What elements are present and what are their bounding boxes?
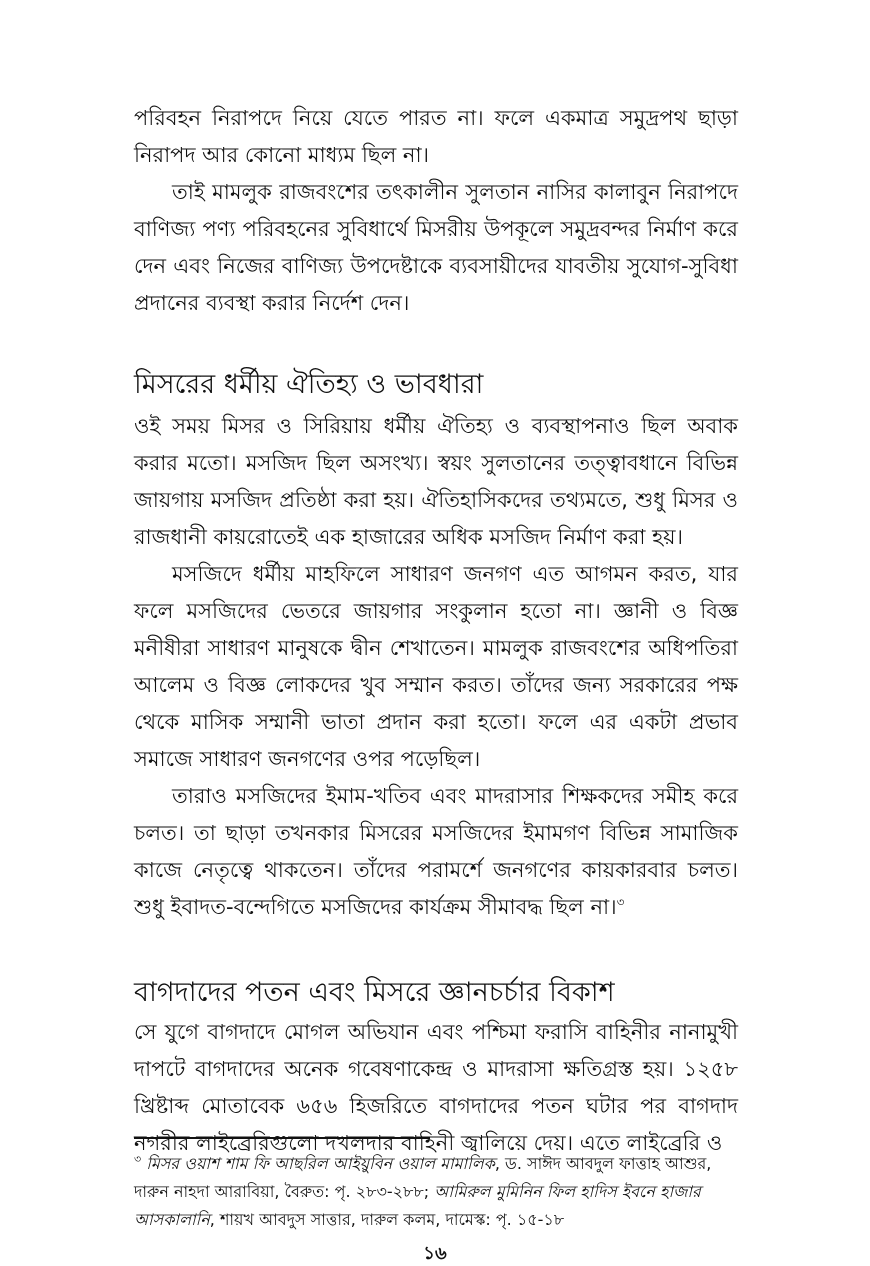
footnote-citation-1: , ড. সাঈদ আবদুল ফাত্তাহ আশুর, দারুন নাহদা আরাবিয়া, বৈরুত: পৃ. ২৮৩-২৮৮; — [134, 1154, 712, 1201]
footnote-citation-2: , শায়খ আবদুস সাত্তার, দারুল কলম, দামেস্ক: পৃ. ১৫-১৮ — [209, 1210, 565, 1229]
footnote-reference[interactable]: ৩ — [616, 895, 625, 909]
footnote-divider — [134, 1137, 430, 1139]
paragraph-sultan-port: তাই মামলুক রাজবংশের তৎকালীন সুলতান নাসির কালাবুন নিরাপদে বাণিজ্য পণ্য পরিবহনের সুবিধার্থে মিসরীয় উপকূলে সমুদ্রবন্দর নির্মাণ করে দেন এবং নিজের বাণিজ্য উপদেষ্টাকে ব্যবসায়ীদের যাবতীয় সুযোগ-সুবিধা প্রদানের ব্যবস্থা করার নির্দেশ দেন। — [134, 180, 738, 315]
footnote-book-title-2: আমিরুল মুমিনিন ফিল হাদিস ইবনে হাজার আসকালানি — [134, 1182, 701, 1229]
paragraph-baghdad-fall: সে যুগে বাগদাদে মোগল অভিযান এবং পশ্চিমা ফরাসি বাহিনীর নানামুখী দাপটে বাগদাদের অনেক গবেষণাকেন্দ্র ও মাদরাসা ক্ষতিগ্রস্ত হয়। ১২৫৮ খ্রিষ্টাব্দ মোতাবেক ৬৫৬ হিজরিতে বাগদাদের পতন ঘটার পর বাগদাদ নগরীর লাইব্রেরিগুলো দখলদার বাহিনী জ্বালিয়ে দেয়। এতে লাইব্রেরি ও — [134, 1020, 738, 1155]
paragraph-imams-role — [134, 778, 738, 926]
section-heading-religious-heritage: মিসরের ধর্মীয় ঐতিহ্য ও ভাবধারা — [134, 369, 484, 400]
section-heading-fall-of-baghdad: বাগদাদের পতন এবং মিসরে জ্ঞানচর্চার বিকাশ — [134, 977, 615, 1008]
paragraph-continued: পরিবহন নিরাপদে নিয়ে যেতে পারত না। ফলে একমাত্র সমুদ্রপথ ছাড়া নিরাপদ আর কোনো মাধ্যম ছিল না। — [134, 106, 738, 167]
paragraph-imams-role-text: তারাও মসজিদের ইমাম-খতিব এবং মাদরাসার শিক্ষকদের সমীহ করে চলত। তা ছাড়া তখনকার মিসরের মসজিদের ইমামগণ বিভিন্ন সামাজিক কাজে নেতৃত্বে থাকতেন। তাঁদের পরামর্শে জনগণের কায়কারবার চলত। শুধু ইবাদত-বন্দেগিতে মসজিদের কার্যক্রম সীমাবদ্ধ ছিল না। — [134, 784, 738, 919]
footnote — [134, 1150, 738, 1234]
page-body — [134, 100, 738, 1162]
paragraph-mosques-count: ওই সময় মিসর ও সিরিয়ায় ধর্মীয় ঐতিহ্য ও ব্যবস্থাপনাও ছিল অবাক করার মতো। মসজিদ ছিল অসংখ্য। স্বয়ং সুলতানের তত্ত্বাবধানে বিভিন্ন জায়গায় মসজিদ প্রতিষ্ঠা করা হয়। ঐতিহাসিকদের তথ্যমতে, শুধু মিসর ও রাজধানী কায়রোতেই এক হাজারের অধিক মসজিদ নির্মাণ করা হয়। — [134, 414, 738, 549]
footnote-marker: ৩ — [134, 1152, 142, 1166]
page-number: ১৬ — [423, 1243, 447, 1264]
footnote-book-title-1: মিসর ওয়াশ শাম ফি আছরিল আইয়ুবিন ওয়াল মামালিক — [146, 1154, 495, 1173]
paragraph-religious-gatherings: মসজিদে ধর্মীয় মাহফিলে সাধারণ জনগণ এত আগমন করত, যার ফলে মসজিদের ভেতরে জায়গার সংকুলান হতো না। জ্ঞানী ও বিজ্ঞ মনীষীরা সাধারণ মানুষকে দ্বীন শেখাতেন। মামলুক রাজবংশের অধিপতিরা আলেম ও বিজ্ঞ লোকদের খুব সম্মান করত। তাঁদের জন্য সরকারের পক্ষ থেকে মাসিক সম্মানী ভাতা প্রদান করা হতো। ফলে এর একটা প্রভাব সমাজে সাধারণ জনগণের ওপর পড়েছিল। — [134, 562, 738, 771]
